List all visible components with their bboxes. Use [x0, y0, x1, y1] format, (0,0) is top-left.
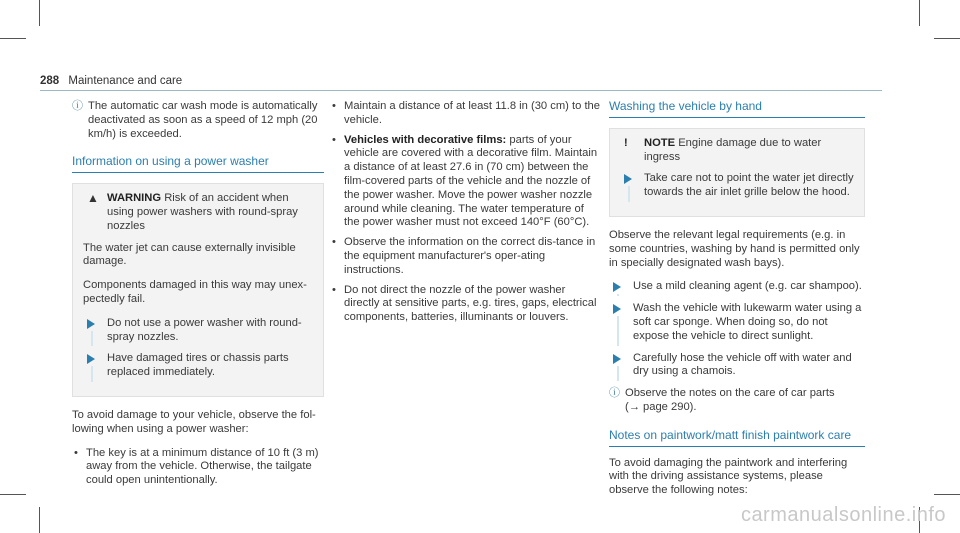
info-note — [72, 100, 324, 141]
step-text: Wash the vehicle with lukewarm water using a soft car sponge. When doing so, do not expose the vehicle to direct sunlight. — [633, 302, 862, 342]
info-text: The automatic car wash mode is automatically deactivated as soon as a speed of 12 mph (20 km/h) is exceeded. — [88, 100, 318, 140]
bullet-item — [330, 236, 602, 277]
crop-mark — [39, 507, 40, 533]
arrow-right-icon — [624, 174, 632, 184]
step-line — [628, 186, 630, 202]
arrow-right-icon — [87, 319, 95, 329]
step-line — [617, 366, 619, 382]
page-header — [40, 75, 182, 87]
note-box — [609, 128, 865, 217]
arrow-right-icon — [613, 354, 621, 364]
arrow-right-icon — [613, 282, 621, 292]
column-2 — [330, 100, 602, 331]
warning-step — [83, 317, 313, 345]
step-line — [91, 366, 93, 382]
warning-label: WARNING — [107, 192, 162, 205]
step-item — [609, 280, 865, 294]
crop-mark — [39, 0, 40, 26]
warning-box — [72, 183, 324, 397]
bullet-item — [330, 134, 602, 231]
info-note — [609, 387, 865, 415]
info-icon: ⓘ — [72, 100, 83, 112]
arrow-right-icon — [87, 354, 95, 364]
page-reference-link[interactable]: (→ page 290). — [625, 400, 697, 413]
crop-mark — [0, 38, 26, 39]
warning-triangle-icon: ▲ — [87, 191, 99, 206]
step-item — [609, 302, 865, 343]
warning-step — [83, 352, 313, 380]
bullet-text: The key is at a minimum distance of 10 ft (3 m) away from the vehicle. Otherwise, the tailgate could open unintentionally. — [86, 446, 319, 487]
section-title: Information on using a power washer — [72, 155, 324, 173]
step-text: Take care not to point the water jet directly towards the air inlet grille below the hood. — [644, 172, 854, 199]
warning-body: The water jet can cause externally invisible damage. — [83, 241, 296, 268]
arrow-right-icon — [613, 304, 621, 314]
crop-mark — [934, 494, 960, 495]
bullet-item — [330, 284, 602, 325]
bullet-icon: • — [332, 283, 336, 296]
warning-header — [83, 192, 313, 233]
bullet-icon: • — [332, 100, 336, 112]
bullet-text: Do not direct the nozzle of the power washer directly at sensitive parts, e.g. tires, gaps, electrical components, batteries, illuminants or louvers. — [344, 283, 597, 324]
step-text: Carefully hose the vehicle off with water and dry using a chamois. — [633, 351, 852, 378]
bullet-icon: • — [74, 446, 78, 459]
section-title: Washing the vehicle by hand — [609, 100, 865, 118]
header-divider — [40, 90, 882, 91]
bullet-icon: • — [332, 133, 336, 146]
watermark: carmanualsonline.info — [740, 504, 946, 526]
bullet-text: Observe the information on the correct dis-tance in the equipment manufacturer's oper-ating instructions. — [344, 236, 596, 276]
warning-body: Components damaged in this way may unex-pectedly fail. — [83, 279, 307, 305]
note-header — [620, 137, 854, 165]
step-text: Have damaged tires or chassis parts replaced immediately. — [107, 352, 289, 379]
crop-mark — [934, 38, 960, 39]
note-label: NOTE — [644, 136, 676, 149]
column-3 — [609, 100, 865, 508]
bullet-item — [330, 100, 602, 128]
crop-mark — [0, 494, 26, 495]
warning-headline: Risk of an accident when using power washers with round-spray nozzles — [107, 192, 298, 232]
bullet-text: Maintain a distance of at least 11.8 in (30 cm) to the vehicle. — [344, 100, 601, 126]
column-1 — [72, 100, 324, 494]
page-number: 288 — [40, 75, 60, 87]
bullet-icon: • — [332, 236, 336, 249]
step-line — [617, 316, 619, 345]
section-name: Maintenance and care — [68, 75, 183, 87]
note-step — [620, 172, 854, 200]
step-line — [91, 331, 93, 347]
info-text: Observe the notes on the care of car parts — [625, 387, 835, 400]
bullet-bold: Vehicles with decorative films: — [344, 133, 507, 146]
step-text: Use a mild cleaning agent (e.g. car shampoo). — [633, 280, 862, 293]
paragraph: To avoid damaging the paintwork and interfering with the driving assistance systems, please observe the following notes: — [609, 456, 848, 497]
step-line — [617, 294, 619, 296]
bullet-text: parts of your vehicle are covered with a decorative film. Maintain a distance of at least 27.6 in (70 cm) between the film-covered parts of the vehicle and the nozzle of the power washer. Move the power washer nozzle around while cleaning. The water temperature of the power washer must not exceed 140°F (60°C). — [344, 133, 598, 229]
exclamation-icon: ! — [624, 136, 628, 149]
paragraph: Observe the relevant legal requirements (e.g. in some countries, washing by hand is permitted only in specially designated wash bays). — [609, 228, 860, 269]
info-icon: ⓘ — [609, 387, 620, 400]
step-text: Do not use a power washer with round-spray nozzles. — [107, 316, 302, 343]
crop-mark — [919, 0, 920, 26]
note-headline: Engine damage due to water ingress — [644, 136, 822, 163]
bullet-item — [72, 447, 324, 488]
section-title: Notes on paintwork/matt finish paintwork care — [609, 429, 865, 447]
paragraph: To avoid damage to your vehicle, observe the fol-lowing when using a power washer: — [72, 408, 316, 435]
step-item — [609, 352, 865, 380]
